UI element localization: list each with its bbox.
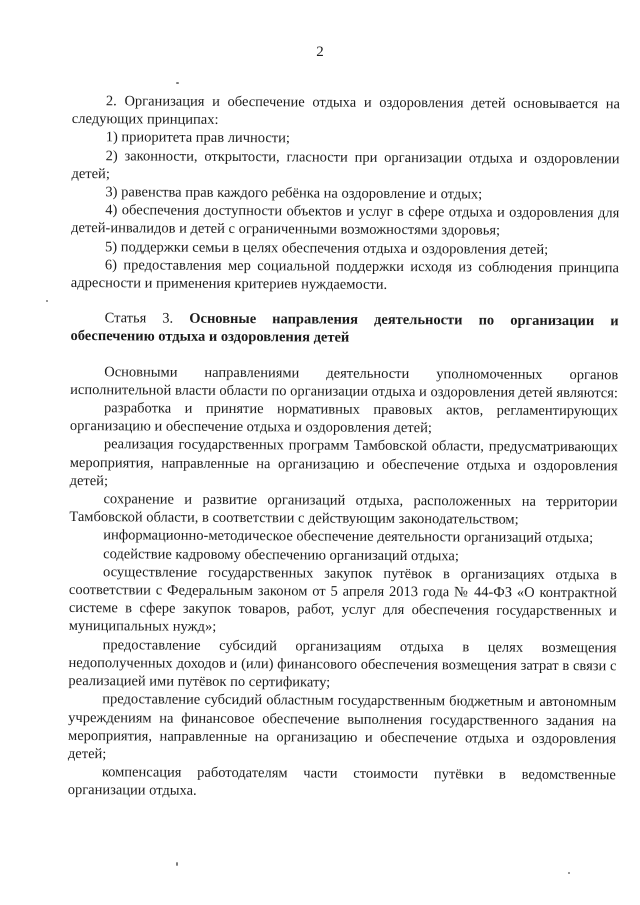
article-intro: Основными направлениями деятельности уполномоченных органов исполнительной власти области по организации отдыха и оздоровления детей являются: (70, 363, 619, 402)
scan-speck (176, 82, 179, 84)
direction-item: предоставление субсидий организациям отдыха в целях возмещения недополученных доходов и (или) финансового обеспечения возмещения затрат в связи с реализацией ими путёвок по сертификату; (68, 636, 617, 691)
direction-item: предоставление субсидий областным государственным бюджетным и автономным учреждениям на финансовое обеспечение выполнения государственного задания на мероприятия, направленные на организацию и обеспечение отдыха и оздоровления детей; (67, 691, 617, 763)
principles-intro: 2. Организация и обеспечение отдыха и оздоровления детей основывается на следующих принципах: (71, 93, 620, 129)
direction-item: содействие кадровому обеспечению организаций отдыха; (103, 545, 459, 565)
article-number: Статья 3. (104, 310, 174, 327)
principle-item: 5) поддержки семьи в целях обеспечения отдыха и оздоровления детей; (105, 238, 549, 258)
principle-item: 4) обеспечения доступности объектов и услуг в сфере отдыха и оздоровления для детей-инвалидов и детей с ограниченными возможностями здоровья; (71, 202, 620, 240)
principle-item: 2) законности, открытости, гласности при организации отдыха и оздоровлении детей; (71, 147, 620, 183)
principle-item: 3) равенства прав каждого ребёнка на оздоровление и отдых; (105, 184, 483, 203)
principle-item: 1) приоритета прав личности; (105, 129, 290, 147)
direction-item: информационно-методическое обеспечение деятельности организаций отдыха; (103, 527, 594, 547)
page-number: 2 (316, 44, 324, 60)
direction-item: компенсация работодателям части стоимости путёвки в ведомственные организации отдыха. (67, 764, 616, 800)
direction-item: реализация государственных программ Тамбовской области, предусматривающих мероприятия, направленные на организацию и обеспечение отдыха и оздоровления детей; (69, 436, 618, 490)
principle-item: 6) предоставления мер социальной поддержки исходя из соблюдения принципа адресности и применения критериев нуждаемости. (70, 257, 619, 293)
direction-item: осуществление государственных закупок путёвок в организациях отдыха в соответствии с Федеральным законом от 5 апреля 2013 года № 44-ФЗ «О контрактной системе в сфере закупок товаров, работ, услуг для обеспечения государственных и муниципальных нужд»; (68, 564, 618, 636)
scan-speck (568, 872, 570, 874)
direction-item: сохранение и развитие организаций отдыха, расположенных на территории Тамбовской области, в соответствии с действующим законодательством; (69, 491, 618, 529)
article-title: Основные направления деятельности по организации и обеспечению отдыха и оздоровления детей (70, 310, 619, 347)
scan-speck (176, 862, 178, 866)
direction-item: разработка и принятие нормативных правовых актов, регламентирующих организацию и обеспечение отдыха и оздоровления детей; (69, 400, 619, 437)
scan-speck (46, 300, 48, 302)
document-body (68, 92, 620, 803)
article-heading (70, 309, 618, 349)
